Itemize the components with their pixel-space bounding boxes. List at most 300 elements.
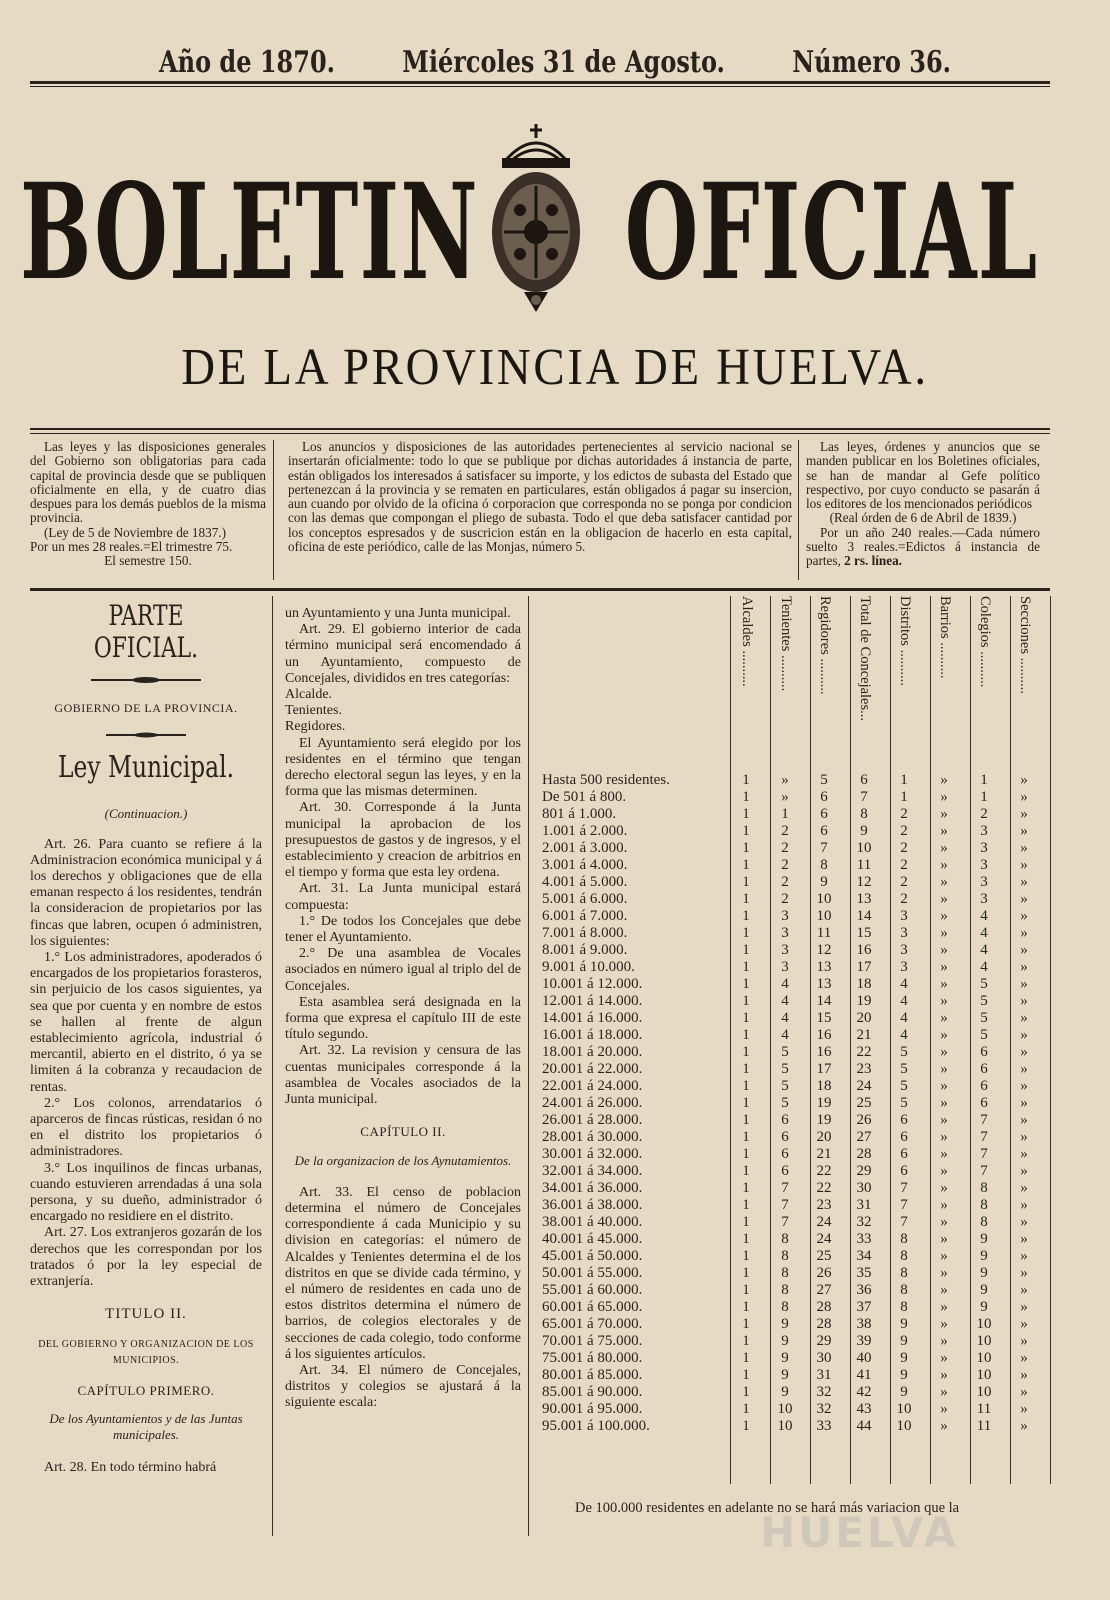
- header-rule-top-thin: [30, 86, 1050, 87]
- article-28: Art. 28. En todo término habrá: [44, 1459, 217, 1475]
- law-title: Ley Municipal.: [57, 750, 235, 786]
- table-cell: »: [940, 891, 948, 907]
- masthead-right-word: OFICIAL: [624, 155, 1038, 310]
- table-cell: 16: [856, 942, 872, 958]
- table-cell: 10: [896, 1401, 912, 1417]
- table-cell: 34: [856, 1248, 872, 1264]
- paragraph: 2.° De una asamblea de Vocales asociados en número igual al triplo del de Concejales.: [285, 946, 521, 994]
- table-row-label: 20.001 á 22.000.: [542, 1061, 643, 1077]
- table-cell: 1: [980, 789, 988, 805]
- table-cell: 11: [976, 1401, 992, 1417]
- table-cell: »: [1020, 1367, 1028, 1383]
- chapter-heading: CAPÍTULO PRIMERO.: [77, 1382, 215, 1398]
- notice-left: [30, 440, 266, 569]
- table-cell: 28: [856, 1146, 872, 1162]
- table-row-label: 50.001 á 55.000.: [542, 1265, 643, 1281]
- table-row-label: 36.001 á 38.000.: [542, 1197, 643, 1213]
- notice-left-price2: El semestre 150.: [104, 553, 192, 569]
- table-row: [540, 891, 1080, 908]
- table-cell: 7: [980, 1163, 988, 1179]
- table-row-label: 95.001 á 100.000.: [542, 1418, 650, 1434]
- table-cell: »: [940, 1112, 948, 1128]
- table-cell: »: [1020, 1231, 1028, 1247]
- table-cell: 22: [816, 1163, 832, 1179]
- table-cell: 33: [816, 1418, 832, 1434]
- table-cell: 1: [742, 1231, 750, 1247]
- table-row-label: 80.001 á 85.000.: [542, 1367, 643, 1383]
- table-cell: 32: [856, 1214, 872, 1230]
- table-header-cell: Alcaldes ..........: [739, 596, 755, 687]
- table-cell: 7: [900, 1180, 908, 1196]
- table-cell: 9: [900, 1316, 908, 1332]
- section-heading: PARTE OFICIAL.: [93, 599, 199, 664]
- table-cell: 9: [980, 1299, 988, 1315]
- table-row-label: 45.001 á 50.000.: [542, 1248, 643, 1264]
- table-cell: 3: [980, 891, 988, 907]
- table-cell: »: [1020, 1299, 1028, 1315]
- table-row: [540, 1333, 1080, 1350]
- table-row: [540, 976, 1080, 993]
- table-cell: 13: [816, 976, 832, 992]
- table-cell: 22: [816, 1180, 832, 1196]
- issue-year: Año de 1870.: [159, 45, 335, 80]
- table-cell: 3: [980, 857, 988, 873]
- table-row-label: 16.001 á 18.000.: [542, 1027, 643, 1043]
- table-cell: »: [940, 1129, 948, 1145]
- table-cell: 9: [900, 1384, 908, 1400]
- table-cell: 16: [816, 1027, 832, 1043]
- table-cell: »: [1020, 1197, 1028, 1213]
- table-cell: 5: [900, 1078, 908, 1094]
- table-cell: »: [940, 1180, 948, 1196]
- table-cell: 5: [900, 1061, 908, 1077]
- table-cell: »: [940, 1418, 948, 1434]
- table-cell: »: [940, 1316, 948, 1332]
- table-row: [540, 925, 1080, 942]
- table-row: [540, 1180, 1080, 1197]
- table-cell: 4: [781, 993, 789, 1009]
- table-row: [540, 1027, 1080, 1044]
- table-row: [540, 874, 1080, 891]
- table-cell: »: [1020, 1350, 1028, 1366]
- table-cell: 11: [856, 857, 872, 873]
- table-row-label: 8.001 á 9.000.: [542, 942, 628, 958]
- table-row-label: 60.001 á 65.000.: [542, 1299, 643, 1315]
- table-row-label: 28.001 á 30.000.: [542, 1129, 643, 1145]
- issue-number: Número 36.: [792, 45, 951, 80]
- column-separator: [528, 596, 529, 1536]
- table-cell: 7: [860, 789, 868, 805]
- table-cell: 8: [781, 1299, 789, 1315]
- table-cell: 1: [742, 1163, 750, 1179]
- table-cell: »: [940, 789, 948, 805]
- table-cell: 3: [900, 959, 908, 975]
- table-row-label: 4.001 á 5.000.: [542, 874, 628, 890]
- notice-right: [806, 440, 1040, 569]
- table-cell: 11: [816, 925, 832, 941]
- table-cell: »: [1020, 1129, 1028, 1145]
- ornament-rule: [106, 732, 186, 738]
- table-cell: 2: [781, 857, 789, 873]
- table-cell: 7: [900, 1197, 908, 1213]
- table-row: [540, 857, 1080, 874]
- table-cell: 39: [856, 1333, 872, 1349]
- table-cell: 1: [742, 1316, 750, 1332]
- table-cell: 30: [856, 1180, 872, 1196]
- table-row: [540, 1044, 1080, 1061]
- table-cell: 5: [980, 1027, 988, 1043]
- table-cell: 3: [900, 908, 908, 924]
- table-cell: 8: [980, 1214, 988, 1230]
- table-cell: 41: [856, 1367, 872, 1383]
- table-cell: »: [940, 806, 948, 822]
- table-cell: 11: [976, 1418, 992, 1434]
- notice-center-text: Los anuncios y disposiciones de las autoridades pertenecientes al servicio nacional se insertarán oficialmente: todo lo que se publique por dichas autoridades á instancia de parte, están obligados los interesados á satisfacer su importe, y los edictos de subasta del Estado que pertenezcan á la provincia y se rematen en particulares, están obligados á pagar su insercion, aun cuando por olvido de la oficina ó corporacion que corresponda no se ponga por condicion con las demas que compongan el pliego de subasta. Todo el que deba satisfacer cantidad por los conceptos espresados y de suscricion están en la obligacion de hacerlo en esta capital, oficina de este periódico, calle de las Monjas, número 5.: [288, 439, 792, 555]
- table-cell: 38: [856, 1316, 872, 1332]
- article-33: Art. 33. El censo de poblacion determina el número de Concejales correspondiente á cada Municipio y su division en categorías: el número de Alcaldes y Tenientes determina el de los distritos en que se divide cada término, y el número de residentes en cada uno de estos distritos determina el número de barrios, de colegios electorales y de secciones de cada colegio, todo conforme á los siguientes artículos.: [285, 1184, 521, 1362]
- article-32: Art. 32. La revision y censura de las cuentas municipales corresponde á la asamblea de Vocales asociados de la Junta municipal.: [285, 1043, 521, 1108]
- table-row-label: 38.001 á 40.000.: [542, 1214, 643, 1230]
- table-header-cell: Total de Concejales...: [857, 596, 873, 722]
- table-cell: 5: [781, 1044, 789, 1060]
- table-cell: »: [1020, 908, 1028, 924]
- table-cell: 1: [980, 772, 988, 788]
- paragraph: Esta asamblea será designada en la forma que expresa el capítulo III de este título segundo.: [285, 994, 521, 1043]
- table-cell: »: [940, 1010, 948, 1026]
- table-cell: »: [940, 1163, 948, 1179]
- table-cell: »: [940, 1333, 948, 1349]
- table-cell: »: [1020, 1248, 1028, 1264]
- body-rule-top: [30, 588, 1050, 591]
- table-row: [540, 1350, 1080, 1367]
- table-cell: »: [1020, 772, 1028, 788]
- table-cell: 1: [742, 1027, 750, 1043]
- table-cell: 1: [742, 1197, 750, 1213]
- table-cell: 9: [781, 1316, 789, 1332]
- table-cell: 4: [900, 976, 908, 992]
- table-cell: 9: [781, 1384, 789, 1400]
- table-row: [540, 908, 1080, 925]
- table-row-label: 1.001 á 2.000.: [542, 823, 628, 839]
- table-cell: 10: [816, 891, 832, 907]
- table-row-label: 24.001 á 26.000.: [542, 1095, 643, 1111]
- table-cell: 4: [781, 1010, 789, 1026]
- table-row: [540, 1112, 1080, 1129]
- table-cell: 6: [820, 806, 828, 822]
- table-cell: »: [940, 1299, 948, 1315]
- table-cell: 36: [856, 1282, 872, 1298]
- table-cell: »: [1020, 891, 1028, 907]
- table-cell: »: [1020, 1010, 1028, 1026]
- table-cell: »: [1020, 942, 1028, 958]
- notice-right-price-bold: 2 rs. línea.: [844, 553, 902, 569]
- table-cell: 9: [980, 1248, 988, 1264]
- date-line: [159, 38, 951, 80]
- table-cell: 1: [742, 1265, 750, 1281]
- table-cell: 6: [900, 1112, 908, 1128]
- table-cell: 33: [856, 1231, 872, 1247]
- table-cell: 1: [742, 959, 750, 975]
- table-cell: 2: [900, 823, 908, 839]
- table-cell: 9: [781, 1333, 789, 1349]
- article-34: Art. 34. El número de Concejales, distritos y colegios se ajustará á la siguiente escala:: [285, 1362, 521, 1411]
- table-cell: »: [1020, 976, 1028, 992]
- table-cell: 8: [900, 1265, 908, 1281]
- table-cell: 1: [742, 1418, 750, 1434]
- table-cell: 2: [980, 806, 988, 822]
- table-cell: »: [940, 1146, 948, 1162]
- table-row: [540, 1401, 1080, 1418]
- table-cell: 1: [742, 772, 750, 788]
- table-cell: 1: [742, 857, 750, 873]
- chapter-subtitle: De la organizacion de los Aynutamientos.: [294, 1152, 512, 1168]
- notice-separator: [273, 440, 274, 580]
- table-cell: 31: [856, 1197, 872, 1213]
- table-cell: 1: [742, 874, 750, 890]
- table-cell: 2: [781, 840, 789, 856]
- table-cell: 26: [856, 1112, 872, 1128]
- table-cell: »: [940, 1231, 948, 1247]
- table-row: [540, 772, 1080, 789]
- table-cell: 29: [816, 1333, 832, 1349]
- table-cell: 5: [781, 1061, 789, 1077]
- table-row: [540, 1384, 1080, 1401]
- table-footer-text: De 100.000 residentes en adelante no se hará más variacion que la: [575, 1500, 960, 1516]
- table-cell: 3: [980, 840, 988, 856]
- notices-rule-top-thin: [30, 433, 1050, 434]
- table-cell: 14: [816, 993, 832, 1009]
- table-row: [540, 942, 1080, 959]
- table-cell: 1: [742, 1180, 750, 1196]
- table-cell: 27: [856, 1129, 872, 1145]
- table-row-label: 22.001 á 24.000.: [542, 1078, 643, 1094]
- table-cell: 2: [781, 874, 789, 890]
- table-cell: 19: [816, 1112, 832, 1128]
- table-cell: 4: [980, 959, 988, 975]
- table-cell: »: [940, 1061, 948, 1077]
- chapter-heading: CAPÍTULO II.: [360, 1124, 446, 1140]
- table-row-label: 7.001 á 8.000.: [542, 925, 628, 941]
- table-cell: 6: [980, 1061, 988, 1077]
- notice-left-price: Por un mes 28 reales.=El trimestre 75.: [30, 539, 233, 555]
- table-cell: 1: [742, 1044, 750, 1060]
- table-cell: 24: [856, 1078, 872, 1094]
- table-cell: 8: [781, 1231, 789, 1247]
- table-cell: »: [1020, 806, 1028, 822]
- table-cell: »: [1020, 993, 1028, 1009]
- table-row-label: 26.001 á 28.000.: [542, 1112, 643, 1128]
- table-row: [540, 993, 1080, 1010]
- table-row: [540, 1418, 1080, 1435]
- table-cell: 10: [976, 1367, 992, 1383]
- notice-center: [288, 440, 792, 554]
- table-cell: 3: [781, 942, 789, 958]
- table-cell: 22: [856, 1044, 872, 1060]
- category-item: Alcalde.: [285, 687, 333, 703]
- table-cell: 10: [816, 908, 832, 924]
- column-2: [285, 606, 521, 1412]
- table-cell: »: [940, 1044, 948, 1060]
- table-cell: »: [1020, 789, 1028, 805]
- table-row: [540, 1129, 1080, 1146]
- table-cell: »: [1020, 1384, 1028, 1400]
- table-cell: 32: [816, 1401, 832, 1417]
- table-cell: 7: [781, 1214, 789, 1230]
- table-cell: 1: [742, 840, 750, 856]
- table-row: [540, 823, 1080, 840]
- table-row-label: 5.001 á 6.000.: [542, 891, 628, 907]
- notice-left-text: Las leyes y las disposiciones generales del Gobierno son obligatorias para cada capital de provincia desde que se publiquen oficialmente en ella, y de cuatro dias despues para los demás pueblos de la misma provincia.: [30, 439, 266, 526]
- table-row-label: 18.001 á 20.000.: [542, 1044, 643, 1060]
- table-cell: 9: [900, 1333, 908, 1349]
- table-cell: »: [940, 823, 948, 839]
- masthead-left-word: BOLETIN: [20, 155, 479, 310]
- table-row: [540, 959, 1080, 976]
- ornament-rule: [91, 676, 201, 684]
- table-cell: 30: [816, 1350, 832, 1366]
- table-cell: »: [1020, 1078, 1028, 1094]
- table-cell: 6: [781, 1112, 789, 1128]
- table-cell: »: [940, 1027, 948, 1043]
- table-cell: 8: [781, 1248, 789, 1264]
- table-cell: »: [1020, 959, 1028, 975]
- table-cell: 4: [900, 1027, 908, 1043]
- table-cell: 1: [742, 1214, 750, 1230]
- table-cell: »: [940, 1367, 948, 1383]
- table-row-label: Hasta 500 residentes.: [542, 772, 670, 788]
- table-cell: »: [940, 925, 948, 941]
- notice-left-law: (Ley de 5 de Noviembre de 1837.): [44, 524, 226, 540]
- table-header-cell: Distritos ..........: [897, 596, 913, 686]
- table-cell: 2: [900, 857, 908, 873]
- category-item: Regidores.: [285, 719, 346, 735]
- table-cell: »: [940, 1401, 948, 1417]
- table-cell: 21: [816, 1146, 832, 1162]
- table-cell: 3: [900, 925, 908, 941]
- table-cell: 14: [856, 908, 872, 924]
- table-cell: »: [1020, 1027, 1028, 1043]
- table-cell: 20: [856, 1010, 872, 1026]
- table-cell: 8: [980, 1180, 988, 1196]
- table-cell: 1: [742, 891, 750, 907]
- table-cell: 43: [856, 1401, 872, 1417]
- table-cell: »: [1020, 1333, 1028, 1349]
- table-cell: 2: [900, 806, 908, 822]
- table-cell: 1: [742, 1129, 750, 1145]
- table-cell: »: [1020, 1282, 1028, 1298]
- table-cell: 8: [820, 857, 828, 873]
- table-cell: »: [781, 789, 789, 805]
- table-cell: 1: [742, 942, 750, 958]
- table-row: [540, 1248, 1080, 1265]
- table-cell: 5: [980, 1010, 988, 1026]
- table-row-label: 14.001 á 16.000.: [542, 1010, 643, 1026]
- table-cell: 3: [781, 925, 789, 941]
- table-cell: »: [940, 942, 948, 958]
- table-cell: 13: [816, 959, 832, 975]
- title-subheading: DEL GOBIERNO Y ORGANIZACION DE LOS MUNICIPIOS.: [38, 1338, 254, 1366]
- table-cell: 1: [742, 789, 750, 805]
- table-cell: 6: [980, 1044, 988, 1060]
- table-row: [540, 1061, 1080, 1078]
- table-cell: 1: [742, 908, 750, 924]
- table-cell: 12: [856, 874, 872, 890]
- table-cell: 10: [777, 1401, 793, 1417]
- table-cell: 6: [781, 1163, 789, 1179]
- article-29: Art. 29. El gobierno interior de cada término municipal será encomendado á un Ayuntamiento, compuesto de Concejales, divididos en tres categorías:: [285, 622, 521, 686]
- table-cell: 4: [980, 925, 988, 941]
- article-30: Art. 30. Corresponde á la Junta municipal la aprobacion de los presupuestos de gastos y de ingresos, y el establecimiento y creacion de arbitrios en el tiempo y forma que esta ley ordena.: [285, 800, 521, 881]
- notice-separator: [798, 440, 799, 580]
- table-cell: 29: [856, 1163, 872, 1179]
- table-cell: 7: [980, 1146, 988, 1162]
- table-row-label: 90.001 á 95.000.: [542, 1401, 643, 1417]
- table-cell: 7: [781, 1197, 789, 1213]
- table-cell: 9: [781, 1350, 789, 1366]
- table-cell: 6: [820, 789, 828, 805]
- table-cell: 1: [742, 1401, 750, 1417]
- table-cell: 21: [856, 1027, 872, 1043]
- table-cell: 1: [742, 1248, 750, 1264]
- table-cell: 9: [980, 1231, 988, 1247]
- table-cell: 8: [900, 1231, 908, 1247]
- table-cell: »: [1020, 1044, 1028, 1060]
- header-rule-top: [30, 81, 1050, 84]
- table-cell: 6: [781, 1146, 789, 1162]
- title-heading: TITULO II.: [105, 1306, 187, 1323]
- paragraph: 2.° Los colonos, arrendatarios ó aparceros de fincas rústicas, residan ó no en el distrito los propietarios ó administradores.: [30, 1095, 262, 1160]
- table-cell: 8: [980, 1197, 988, 1213]
- masthead-subtitle: DE LA PROVINCIA DE HUELVA.: [181, 339, 929, 396]
- table-cell: »: [1020, 1146, 1028, 1162]
- table-row-label: 30.001 á 32.000.: [542, 1146, 643, 1162]
- table-cell: 1: [742, 976, 750, 992]
- table-cell: 4: [980, 942, 988, 958]
- table-cell: 10: [976, 1316, 992, 1332]
- table-cell: »: [940, 1078, 948, 1094]
- table-cell: 4: [781, 976, 789, 992]
- table-cell: »: [940, 857, 948, 873]
- table-cell: 42: [856, 1384, 872, 1400]
- table-cell: 9: [980, 1265, 988, 1281]
- table-cell: »: [1020, 1112, 1028, 1128]
- table-cell: 1: [742, 1350, 750, 1366]
- table-cell: 10: [856, 840, 872, 856]
- table-cell: 10: [777, 1418, 793, 1434]
- table-cell: »: [940, 1214, 948, 1230]
- paragraph: 1.° De todos los Concejales que debe tener el Ayuntamiento.: [285, 913, 521, 946]
- table-cell: »: [940, 840, 948, 856]
- table-cell: 1: [742, 925, 750, 941]
- table-cell: 5: [980, 993, 988, 1009]
- masthead: [20, 148, 1038, 318]
- table-cell: 2: [781, 891, 789, 907]
- table-cell: »: [1020, 1418, 1028, 1434]
- table-cell: 1: [742, 823, 750, 839]
- table-cell: 18: [856, 976, 872, 992]
- table-row: [540, 1163, 1080, 1180]
- table-row-label: De 501 á 800.: [542, 789, 627, 805]
- table-row-label: 32.001 á 34.000.: [542, 1163, 643, 1179]
- table-cell: 25: [816, 1248, 832, 1264]
- table-cell: 2: [900, 874, 908, 890]
- table-cell: 7: [781, 1180, 789, 1196]
- table-cell: 1: [742, 806, 750, 822]
- table-cell: 2: [781, 823, 789, 839]
- table-cell: 16: [816, 1044, 832, 1060]
- table-row-label: 9.001 á 10.000.: [542, 959, 635, 975]
- notices-rule-top: [30, 428, 1050, 430]
